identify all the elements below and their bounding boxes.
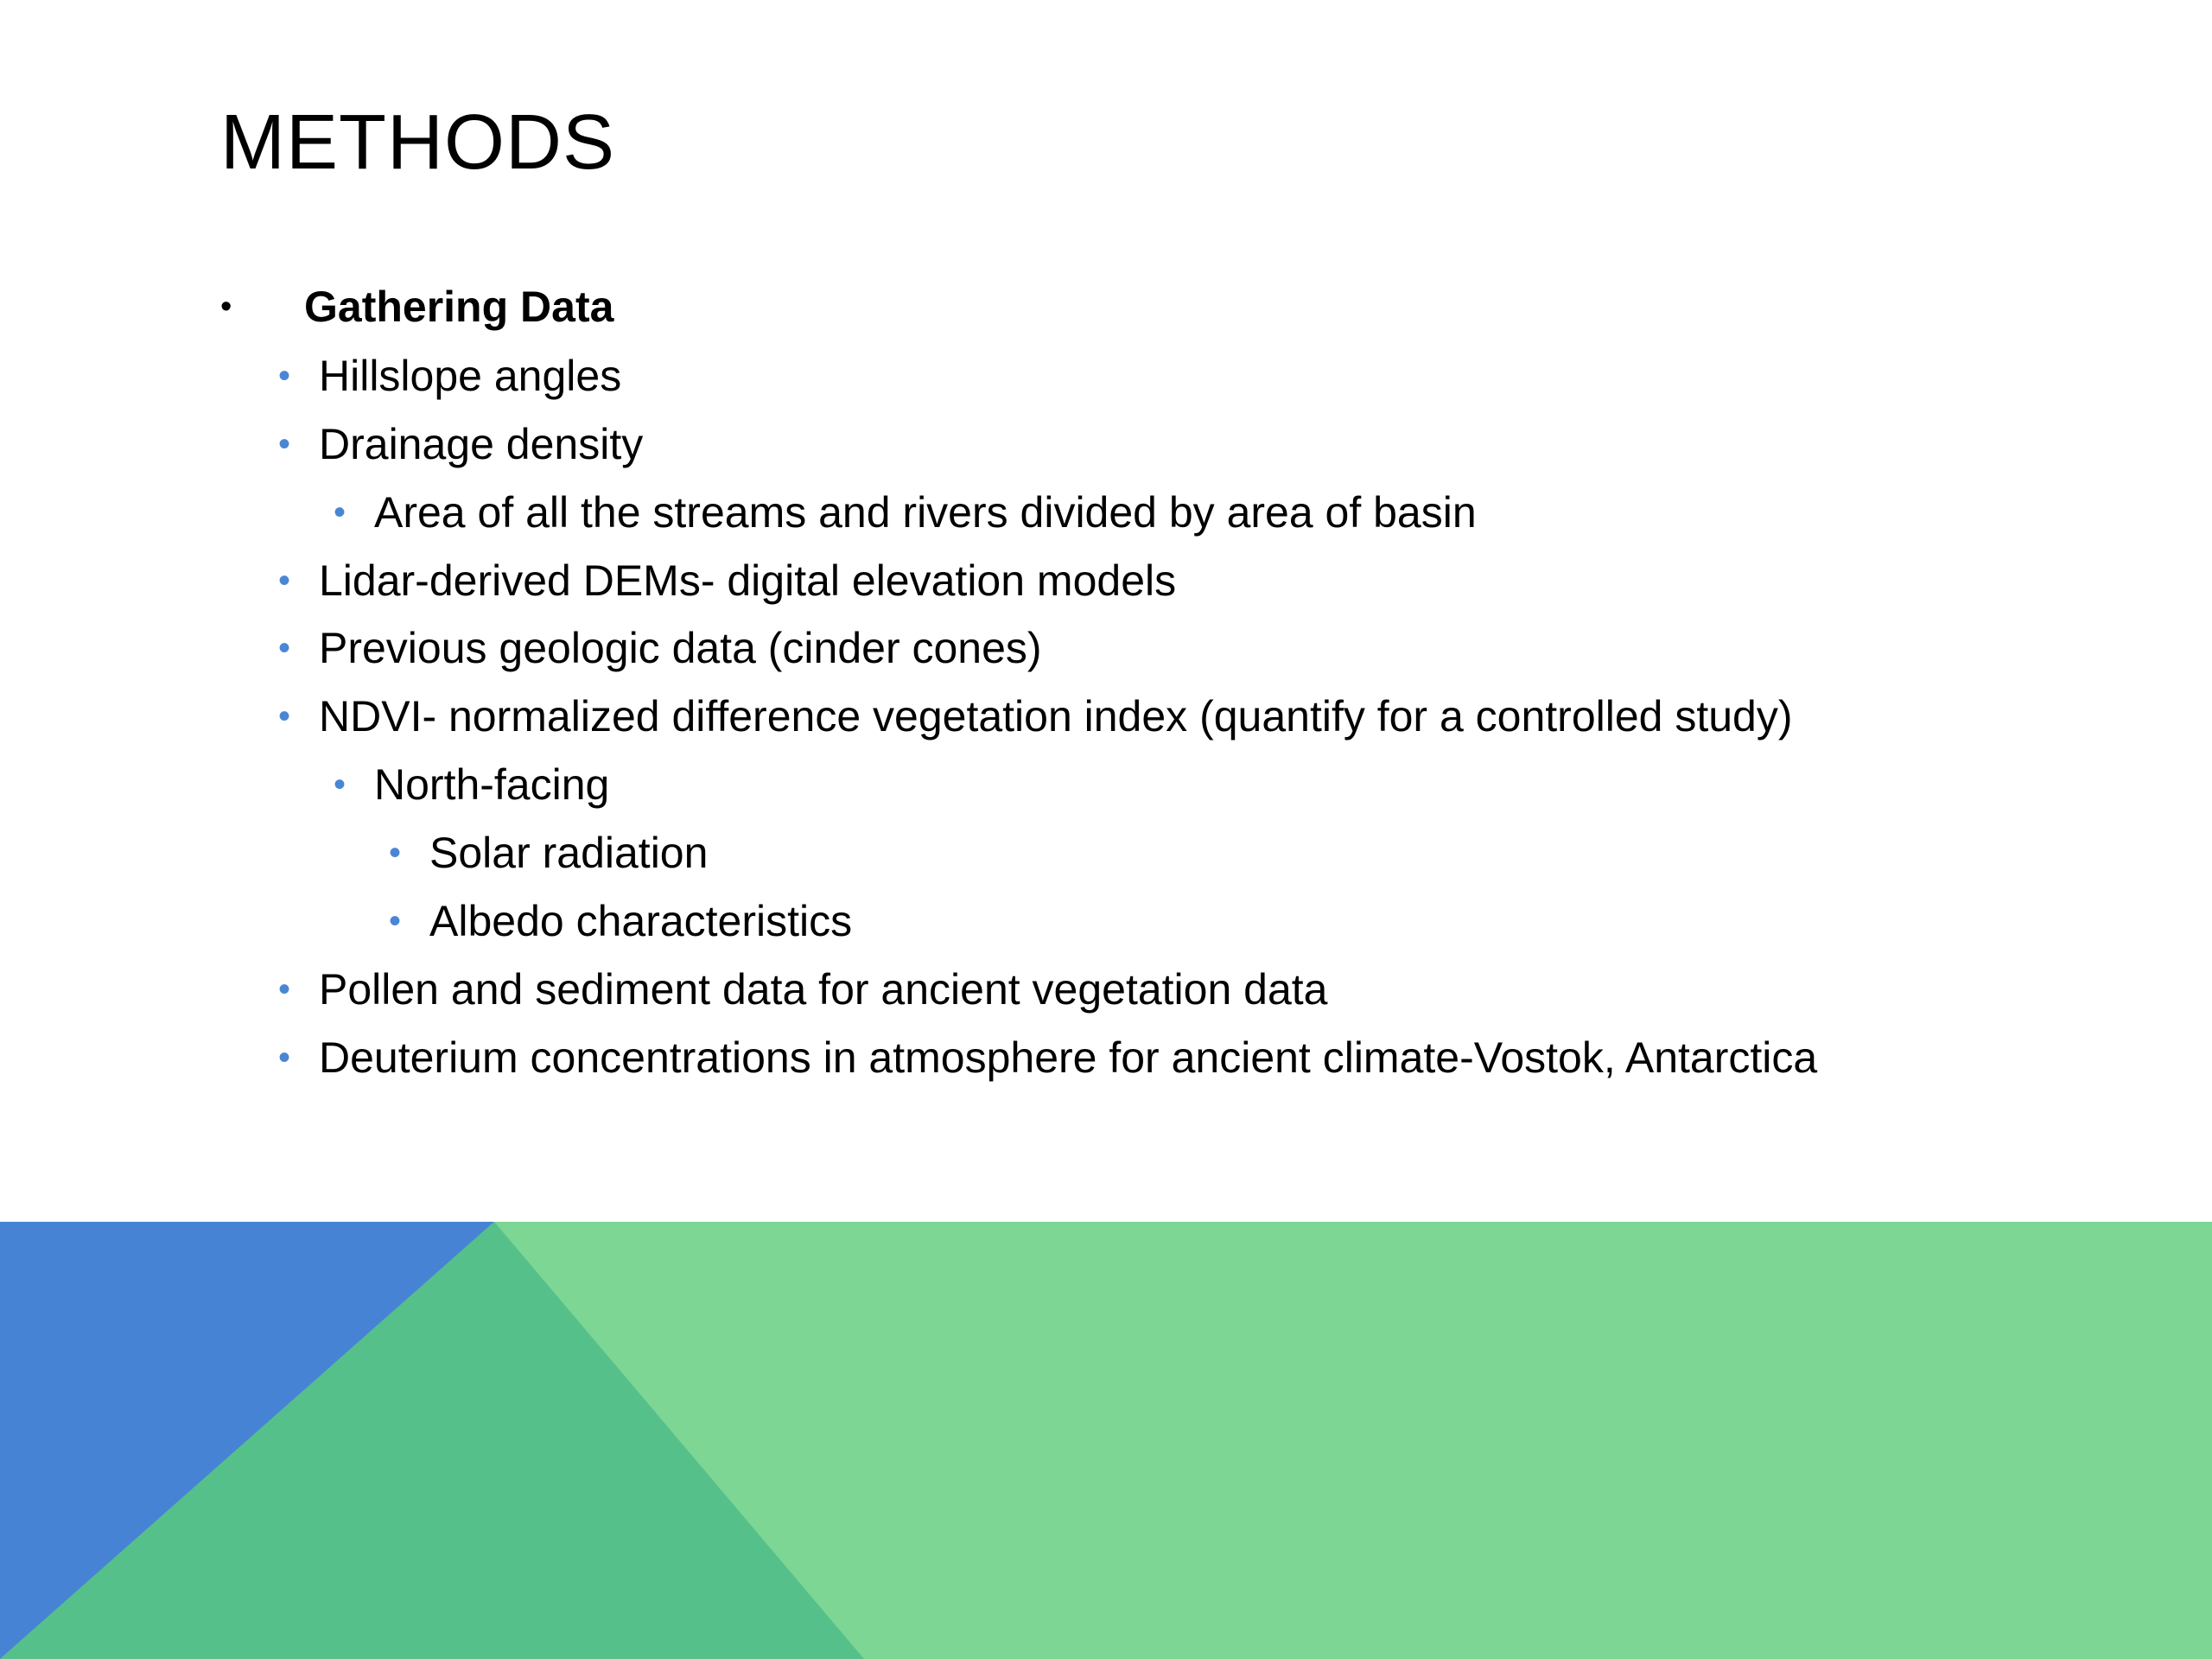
list-item-text: Area of all the streams and rivers divided by area of basin	[374, 488, 1477, 537]
bullet-marker: •	[389, 902, 402, 940]
bullet-marker: •	[278, 1039, 291, 1077]
list-item-text: North-facing	[374, 760, 610, 809]
list-item-text: Hillslope angles	[319, 352, 622, 400]
bullet-marker: •	[334, 766, 346, 804]
slide-title: METHODS	[220, 99, 615, 186]
bullet-marker: •	[278, 629, 291, 667]
list-item-text: Gathering Data	[304, 283, 614, 331]
bullet-marker: •	[278, 697, 291, 735]
list-item-text: Previous geologic data (cinder cones)	[319, 624, 1042, 672]
bullet-marker: •	[278, 425, 291, 463]
list-item-text: Deuterium concentrations in atmosphere for ancient climate-Vostok, Antarctica	[319, 1033, 1818, 1082]
bullet-marker: •	[278, 562, 291, 600]
decorative-footer-band	[0, 1222, 2212, 1659]
bullet-marker: •	[278, 970, 291, 1008]
bullet-marker: •	[389, 834, 402, 872]
bullet-marker: •	[334, 493, 346, 531]
list-item-text: Pollen and sediment data for ancient vegetation data	[319, 965, 1328, 1014]
list-item-text: Solar radiation	[429, 829, 709, 877]
list-item-text: Lidar-derived DEMs- digital elevation models	[319, 556, 1177, 605]
list-item-text: Drainage density	[319, 420, 644, 468]
list-item-text: NDVI- normalized difference vegetation index (quantify for a controlled study)	[319, 692, 1793, 741]
bullet-marker: •	[220, 289, 232, 325]
bullet-marker: •	[278, 357, 291, 395]
list-item-text: Albedo characteristics	[429, 897, 853, 945]
